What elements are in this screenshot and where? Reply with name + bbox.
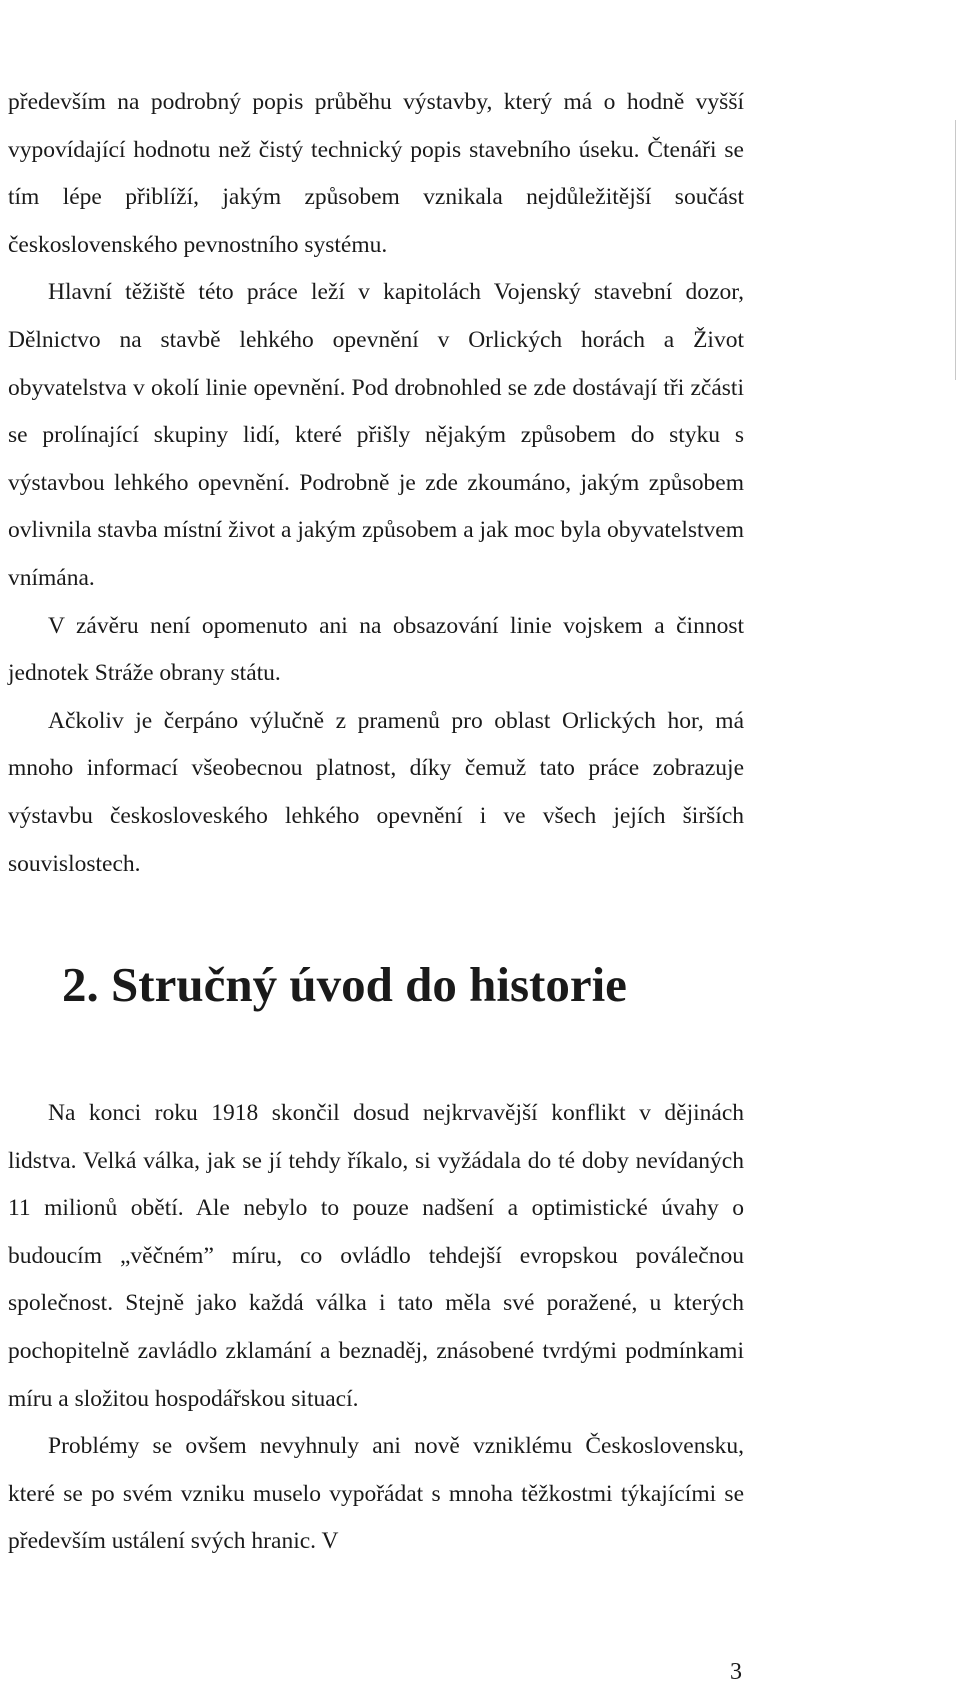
paragraph-intro-4: Ačkoliv je čerpáno výlučně z pramenů pro oblast Orlických hor, má mnoho informací všeobecnou platnost, díky čemuž tato práce zobrazuje výstavbu českosloveského lehkého opevnění i ve všech jejích širších souvislostech. [8, 707, 744, 877]
paragraph-history-1: Na konci roku 1918 skončil dosud nejkrvavější konflikt v dějinách lidstva. Velká válka, jak se jí tehdy říkalo, si vyžádala do té doby nevídaných 11 milionů obětí. Ale nebylo to pouze nadšení a optimistické úvahy o budoucím „věčném” míru, co ovládlo tehdejší evropskou poválečnou společnost. Stejně jako každá válka i tato měla své poražené, u kterých pochopitelně zavládlo zklamání a beznaděj, znásobené tvrdými podmínkami míru a složitou hospodářskou situací. [8, 1100, 744, 1412]
section-heading: 2. Stručný úvod do historie [62, 957, 627, 1012]
paragraph-history-2: Problémy se ovšem nevyhnuly ani nově vzniklému Československu, které se po svém vzniku muselo vypořádat s mnoha těžkostmi týkajícími se především ustálení svých hranic. V [8, 1433, 744, 1555]
scan-edge-mark [955, 120, 956, 380]
paragraph-intro-3: V závěru není opomenuto ani na obsazování linie vojskem a činnost jednotek Stráže obrany státu. [8, 612, 744, 687]
page-number: 3 [730, 1659, 742, 1685]
paragraph-intro-1: především na podrobný popis průběhu výstavby, který má o hodně vyšší vypovídající hodnotu než čistý technický popis stavebního úseku. Čtenáři se tím lépe přiblíží, jakým způsobem vznikala nejdůležitější součást československého pevnostního systému. [8, 89, 744, 258]
paragraph-intro-2: Hlavní těžiště této práce leží v kapitolách Vojenský stavební dozor, Dělnictvo na stavbě lehkého opevnění v Orlických horách a Život obyvatelstva v okolí linie opevnění. Pod drobnohled se zde dostávají tři zčásti se prolínající skupiny lidí, které přišly nějakým způsobem do styku s výstavbou lehkého opevnění. Podrobně je zde zkoumáno, jakým způsobem ovlivnila stavba místní život a jakým způsobem a jak moc byla obyvatelstvem vnímána. [8, 279, 744, 591]
history-text-block [8, 1090, 744, 1566]
intro-text-block [8, 79, 744, 888]
